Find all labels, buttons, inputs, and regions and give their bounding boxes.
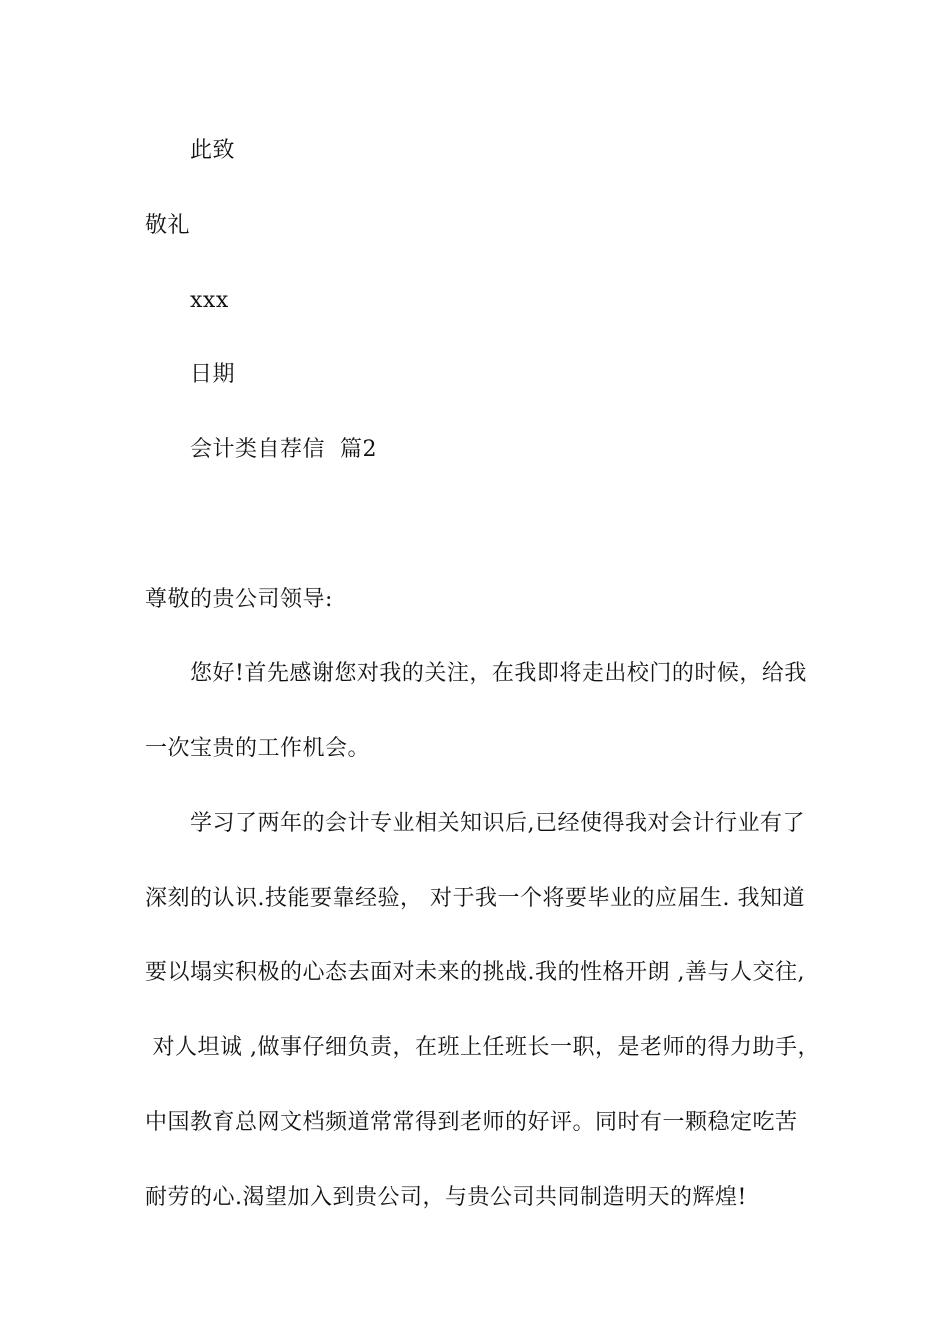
closing-regards: 敬礼: [145, 213, 191, 238]
section-title: 会计类自荐信 篇2: [190, 437, 377, 462]
letter-greeting: 尊敬的贵公司领导:: [145, 587, 333, 612]
paragraph-line: 学习了两年的会计专业相关知识后,已经使得我对会计行业有了: [190, 811, 805, 836]
paragraph-line: 中国教育总网文档频道常常得到老师的好评。同时有一颗稳定吃苦: [145, 1110, 798, 1135]
paragraph-line: 您好!首先感谢您对我的关注，在我即将走出校门的时候，给我: [190, 661, 807, 686]
paragraph-line: 对人坦诚 ,做事仔细负责，在班上任班长一职，是老师的得力助手，: [145, 1035, 820, 1060]
paragraph-line: 深刻的认识.技能要靠经验， 对于我一个将要毕业的应届生. 我知道: [145, 886, 805, 911]
paragraph-line: 耐劳的心.渴望加入到贵公司，与贵公司共同制造明天的辉煌!: [145, 1185, 747, 1210]
signature-name: xxx: [190, 288, 229, 313]
paragraph-line: 要以塌实积极的心态去面对未来的挑战.我的性格开朗 ,善与人交往,: [145, 960, 805, 985]
paragraph-line: 一次宝贵的工作机会。: [145, 736, 371, 761]
signature-date: 日期: [190, 362, 236, 387]
closing-salutation: 此致: [190, 138, 236, 163]
